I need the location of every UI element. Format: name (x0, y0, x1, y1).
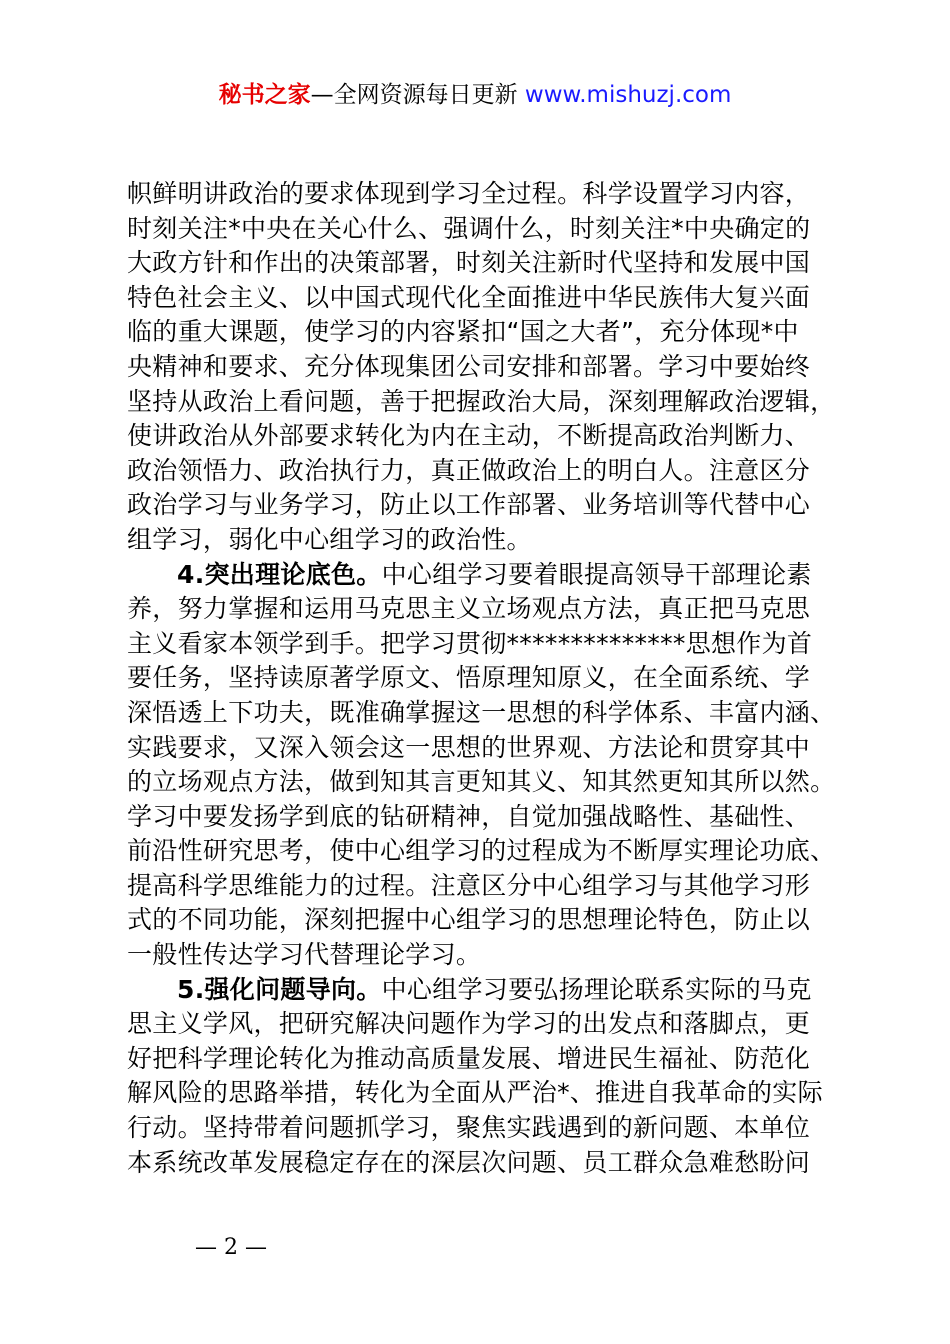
text-line: 解风险的思路举措，转化为全面从严治*、推进自我革命的实际 (127, 1078, 823, 1108)
text-line: 学习中要发扬学到底的钻研精神，自觉加强战略性、基础性、 (127, 801, 811, 831)
page-header (0, 78, 950, 112)
text-line: 帜鲜明讲政治的要求体现到学习全过程。科学设置学习内容， (127, 179, 811, 208)
text-line-first (127, 973, 837, 1008)
text-line: 实践要求，又深入领会这一思想的世界观、方法论和贯穿其中 (127, 732, 811, 762)
paragraph-theory (127, 558, 837, 973)
text-line: 大政方针和作出的决策部署，时刻关注新时代坚持和发展中国 (127, 248, 811, 278)
text-line: 要任务，坚持读原著学原文、悟原理知原义，在全面系统、学 (127, 663, 811, 693)
document-body (127, 177, 837, 1180)
text-line: 政治学习与业务学习，防止以工作部署、业务培训等代替中心 (127, 490, 811, 520)
text-line: 行动。坚持带着问题抓学习，聚焦实践遇到的新问题、本单位 (127, 1113, 811, 1143)
text-line: 时刻关注*中央在关心什么、强调什么，时刻关注*中央确定的 (127, 213, 811, 243)
text-line: 临的重大课题，使学习的内容紧扣“国之大者”，充分体现*中 (127, 317, 799, 347)
header-brand: 秘书之家 (218, 82, 311, 108)
text-line: 央精神和要求、充分体现集团公司安排和部署。学习中要始终 (127, 351, 811, 381)
text-line: 养，努力掌握和运用马克思主义立场观点方法，真正把马克思 (127, 594, 811, 624)
text-line: 式的不同功能，深刻把握中心组学习的思想理论特色，防止以 (127, 905, 811, 935)
header-url[interactable]: www.mishuzj.com (524, 82, 732, 108)
text-line: 使讲政治从外部要求转化为内在主动，不断提高政治判断力、 (127, 421, 811, 451)
text-line: 提高科学思维能力的过程。注意区分中心组学习与其他学习形 (127, 870, 811, 900)
header-tagline: —全网资源每日更新 (310, 82, 525, 108)
text-line: 特色社会主义、以中国式现代化全面推进中华民族伟大复兴面 (127, 282, 811, 312)
text-line: 本系统改革发展稳定存在的深层次问题、员工群众急难愁盼问 (127, 1147, 811, 1177)
text-line: 一般性传达学习代替理论学习。 (127, 940, 482, 970)
text-line: 前沿性研究思考，使中心组学习的过程成为不断厚实理论功底、 (127, 836, 836, 866)
paragraph-problem (127, 973, 837, 1181)
text-line: 思主义学风，把研究解决问题作为学习的出发点和落脚点，更 (127, 1009, 811, 1039)
section-heading-theory: 4.突出理论底色。 (177, 559, 382, 589)
page-number: — 2 — (195, 1235, 267, 1260)
text-line: 的立场观点方法，做到知其言更知其义、知其然更知其所以然。 (127, 767, 836, 797)
text-line: 坚持从政治上看问题，善于把握政治大局，深刻理解政治逻辑， (127, 386, 836, 416)
text-line: 深悟透上下功夫，既准确掌握这一思想的科学体系、丰富内涵、 (127, 697, 836, 727)
text-line: 政治领悟力、政治执行力，真正做政治上的明白人。注意区分 (127, 455, 811, 485)
text-line: 主义看家本领学到手。把学习贯彻**************思想作为首 (127, 628, 813, 658)
text-line: 组学习，弱化中心组学习的政治性。 (127, 524, 532, 554)
text-run: 中心组学习要着眼提高领导干部理论素 (381, 559, 812, 589)
text-line-first (127, 558, 837, 593)
text-run: 中心组学习要弘扬理论联系实际的马克 (381, 974, 812, 1004)
paragraph-political (127, 177, 837, 558)
section-heading-problem: 5.强化问题导向。 (177, 974, 382, 1004)
text-line: 好把科学理论转化为推动高质量发展、增进民生福祉、防范化 (127, 1043, 811, 1073)
